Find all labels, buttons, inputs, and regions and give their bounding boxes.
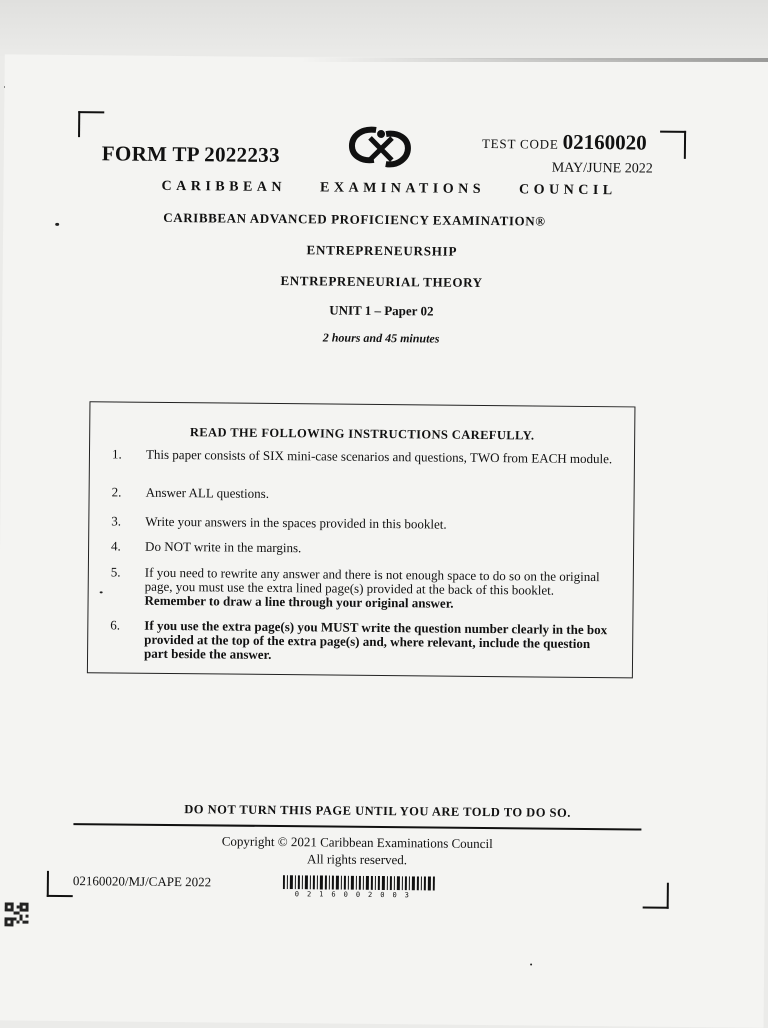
instruction-text-body: If you need to rewrite any answer and there is not enough space to do so on the original page, you must use the extra lined page(s) provided at the back of this booklet. <box>144 564 600 598</box>
form-number: FORM TP 2022233 <box>101 141 280 168</box>
document-code: 02160020/MJ/CAPE 2022 <box>72 873 212 890</box>
instructions-heading: READ THE FOLLOWING INSTRUCTIONS CAREFULLY. <box>189 425 535 443</box>
subject-title: ENTREPRENEURSHIP <box>306 242 458 259</box>
instruction-text: Write your answers in the spaces provided in this booklet. <box>145 513 447 532</box>
exam-name: CARIBBEAN ADVANCED PROFICIENCY EXAMINATION® <box>163 209 546 229</box>
scan-speck <box>530 963 532 965</box>
instruction-text: Do NOT write in the margins. <box>145 538 302 556</box>
barcode-icon <box>283 875 435 890</box>
do-not-turn-warning: DO NOT TURN THIS PAGE UNTIL YOU ARE TOLD TO DO SO. <box>184 802 571 820</box>
exam-session: MAY/JUNE 2022 <box>551 160 653 177</box>
scan-top-margin <box>0 0 768 58</box>
instruction-number: 4. <box>111 538 121 554</box>
test-code-label: TEST CODE <box>481 135 559 152</box>
crop-mark-top-right <box>660 131 686 159</box>
council-name: CARIBBEAN EXAMINATIONS COUNCIL <box>161 178 617 199</box>
instruction-item <box>110 564 611 611</box>
instruction-item <box>111 446 613 467</box>
instruction-number: 5. <box>110 564 121 580</box>
crop-mark-top-left <box>78 111 104 137</box>
scan-speck <box>55 223 59 226</box>
instruction-emphasis: Remember to draw a line through your original answer. <box>144 592 454 611</box>
module-title: ENTREPRENEURIAL THEORY <box>280 273 483 290</box>
barcode-digits: 0216002003 <box>294 890 417 900</box>
rights-notice: All rights reserved. <box>307 851 408 868</box>
copyright-notice: Copyright © 2021 Caribbean Examinations Council <box>221 833 493 852</box>
exam-duration: 2 hours and 45 minutes <box>322 330 440 346</box>
scan-speck <box>100 591 103 593</box>
qr-code-icon <box>4 902 28 926</box>
instruction-item <box>111 538 611 556</box>
cxc-logo <box>346 124 418 171</box>
unit-paper: UNIT 1 – Paper 02 <box>329 302 434 319</box>
instruction-text <box>145 566 615 613</box>
test-code-value: 02160020 <box>562 129 647 155</box>
crop-mark-bottom-left <box>47 871 73 897</box>
instruction-text: If you use the extra page(s) you MUST write the question number clearly in the box provided at the top of the extra page(s) and, where relevant, include the question part beside the answer. <box>144 617 608 662</box>
instruction-number: 1. <box>111 446 122 462</box>
crop-mark-bottom-right <box>643 883 669 909</box>
instruction-number: 3. <box>111 513 122 529</box>
instruction-item <box>110 617 610 662</box>
instruction-number: 2. <box>111 484 122 500</box>
instructions-box <box>87 401 636 678</box>
divider-rule <box>73 823 641 830</box>
instruction-item <box>111 484 612 501</box>
instruction-text: This paper consists of SIX mini-case scenarios and questions, TWO from EACH module. <box>145 446 613 467</box>
instruction-number: 6. <box>110 617 121 633</box>
scan-edge-shadow <box>300 58 768 62</box>
exam-cover-page <box>0 54 768 1027</box>
test-code <box>482 129 647 156</box>
instruction-item <box>111 513 611 532</box>
instruction-text: Answer ALL questions. <box>145 484 270 501</box>
